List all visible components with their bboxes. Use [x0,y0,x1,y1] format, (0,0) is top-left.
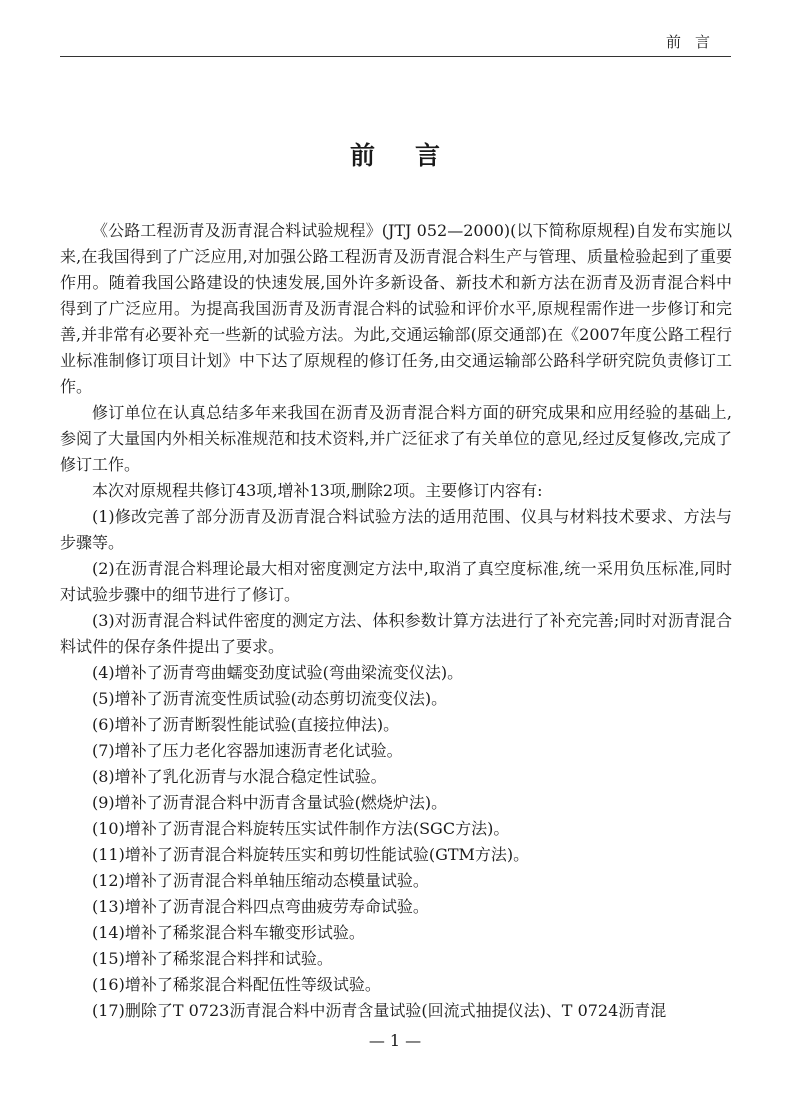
list-item: (16)增补了稀浆混合料配伍性等级试验。 [92,975,381,994]
list-item: (13)增补了沥青混合料四点弯曲疲劳寿命试验。 [92,897,429,916]
running-header: 前言 [665,33,724,51]
list-item: (2)在沥青混合料理论最大相对密度测定方法中,取消了真空度标准,统一采用负压标准,同时对试验步骤中的细节进行了修订。 [60,559,732,604]
list-item: (10)增补了沥青混合料旋转压实试件制作方法(SGC方法)。 [92,819,510,838]
page-number: — 1 — [368,1031,422,1050]
list-item: (11)增补了沥青混合料旋转压实和剪切性能试验(GTM方法)。 [92,845,530,864]
list-item: (12)增补了沥青混合料单轴压缩动态模量试验。 [92,871,429,890]
header-rule [60,56,731,57]
list-item: (8)增补了乳化沥青与水混合稳定性试验。 [92,767,387,786]
list-item: (17)删除了T 0723沥青混合料中沥青含量试验(回流式抽提仪法)、T 0724沥青混 [92,1001,667,1020]
document-body [60,218,732,1024]
list-item: (14)增补了稀浆混合料车辙变形试验。 [92,923,365,942]
list-item: (3)对沥青混合料试件密度的测定方法、体积参数计算方法进行了补充完善;同时对沥青混合料试件的保存条件提出了要求。 [60,611,732,656]
page-title: 前言 [349,141,480,170]
list-item: (6)增补了沥青断裂性能试验(直接拉伸法)。 [92,715,400,734]
list-item: (4)增补了沥青弯曲蠕变劲度试验(弯曲梁流变仪法)。 [92,663,464,682]
list-item: (15)增补了稀浆混合料拌和试验。 [92,949,333,968]
paragraph-revision-unit: 修订单位在认真总结多年来我国在沥青及沥青混合料方面的研究成果和应用经验的基础上,参阅了大量国内外相关标准规范和技术资料,并广泛征求了有关单位的意见,经过反复修改,完成了修订工作。 [60,403,732,474]
paragraph-intro: 《公路工程沥青及沥青混合料试验规程》(JTJ 052—2000)(以下简称原规程)自发布实施以来,在我国得到了广泛应用,对加强公路工程沥青及沥青混合料生产与管理、质量检验起到了重要作用。随着我国公路建设的快速发展,国外许多新设备、新技术和新方法在沥青及沥青混合料中得到了广泛应用。为提高我国沥青及沥青混合料的试验和评价水平,原规程需作进一步修订和完善,并非常有必要补充一些新的试验方法。为此,交通运输部(原交通部)在《2007年度公路工程行业标准制修订项目计划》中下达了原规程的修订任务,由交通运输部公路科学研究院负责修订工作。 [60,221,732,396]
paragraph-revision-summary: 本次对原规程共修订43项,增补13项,删除2项。主要修订内容有: [92,481,543,500]
list-item: (9)增补了沥青混合料中沥青含量试验(燃烧炉法)。 [92,793,448,812]
list-item: (1)修改完善了部分沥青及沥青混合料试验方法的适用范围、仪具与材料技术要求、方法与步骤等。 [60,507,732,552]
list-item: (7)增补了压力老化容器加速沥青老化试验。 [92,741,403,760]
list-item: (5)增补了沥青流变性质试验(动态剪切流变仪法)。 [92,689,448,708]
